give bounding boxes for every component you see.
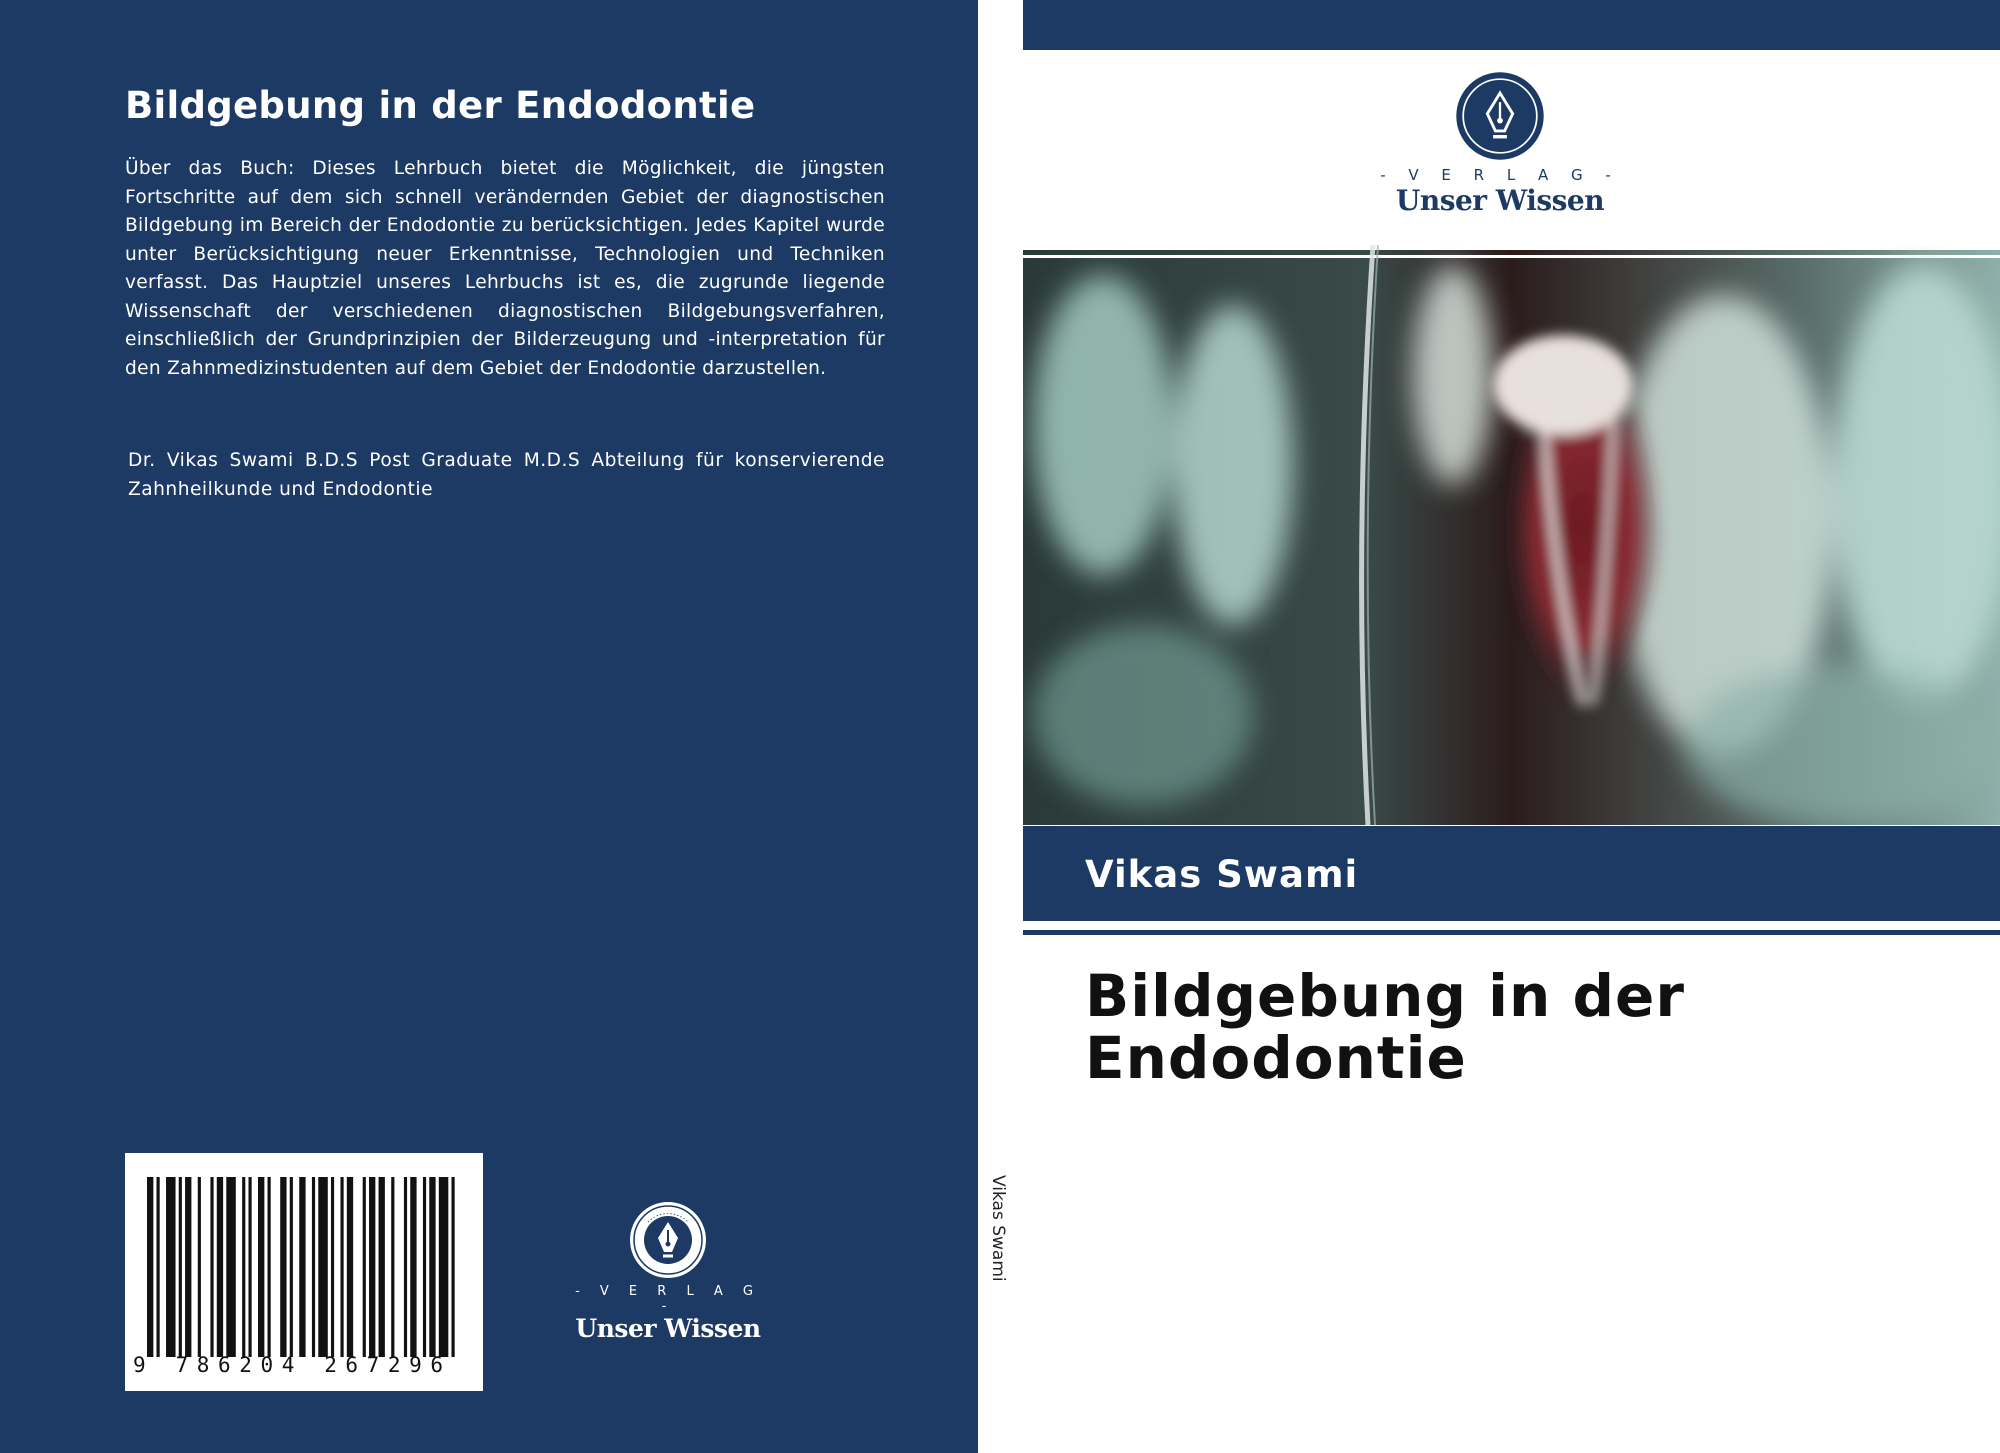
barcode-bar: [290, 1177, 293, 1357]
back-cover: [0, 0, 978, 1453]
barcode-bar: [340, 1177, 343, 1357]
barcode-bar: [242, 1177, 245, 1357]
front-publisher-logo: [1380, 70, 1620, 220]
barcode-bar: [210, 1177, 213, 1357]
back-cover-title: Bildgebung in der Endodontie: [125, 84, 756, 127]
front-top-bar: [1023, 0, 2000, 50]
barcode-bar: [404, 1177, 407, 1357]
divider: [1023, 930, 2000, 935]
barcode-bar: [347, 1177, 353, 1357]
barcode-bar: [439, 1177, 449, 1357]
barcode-bar: [369, 1177, 375, 1357]
barcode-bars: [147, 1177, 461, 1357]
barcode-bar: [423, 1177, 426, 1357]
barcode-bar: [268, 1177, 271, 1357]
dental-xray-image: [1023, 245, 2000, 825]
barcode-bar: [179, 1177, 182, 1357]
back-cover-blurb: Über das Buch: Dieses Lehrbuch bietet die Möglichkeit, die jüngsten Fortschritte auf dem sich schnell verändernden Gebiet der diagnostischen Bildgebung im Bereich der Endodontie zu berücksichtigen. Jedes Kapitel wurde unter Berücksichtigung neuer Erkenntnisse, Technologien und Techniken verfasst. Das Hauptziel unseres Lehrbuchs ist es, die zugrunde liegende Wissenschaft der verschiedenen diagnostischen Bildgebungsverfahren, einschließlich der Grundprinzipien der Bilderzeugung und -interpretation für den Zahnmedizinstudenten auf dem Gebiet der Endodontie darzustellen.: [125, 158, 885, 379]
barcode-bar: [318, 1177, 328, 1357]
barcode-bar: [217, 1177, 223, 1357]
front-logo-wordmark: Unser Wissen: [1395, 184, 1605, 217]
barcode-bar: [157, 1177, 160, 1357]
barcode-bar: [185, 1177, 191, 1357]
front-author: Vikas Swami: [1085, 853, 1359, 896]
barcode-bar: [248, 1177, 251, 1357]
spine-author: [978, 1175, 1023, 1305]
front-title: [1085, 962, 1965, 1092]
barcode-bar: [299, 1177, 305, 1357]
spine: [978, 0, 1023, 1453]
barcode-bar: [166, 1177, 176, 1357]
back-publisher-logo: [568, 1200, 768, 1343]
barcode-bar: [198, 1177, 201, 1357]
isbn-barcode: [125, 1153, 483, 1391]
barcode-bar: [379, 1177, 385, 1357]
barcode-bar: [429, 1177, 435, 1357]
fountain-pen-nib-icon: [628, 1200, 708, 1280]
front-title-line2: Endodontie: [1085, 1024, 1467, 1092]
fountain-pen-nib-icon: [1454, 70, 1546, 162]
barcode-bar: [363, 1177, 366, 1357]
barcode-bar: [451, 1177, 454, 1357]
barcode-bar: [147, 1177, 153, 1357]
author-bio: Dr. Vikas Swami B.D.S Post Graduate M.D.S Abteilung für konservierende Zahnheilkunde und Endodontie: [128, 450, 885, 500]
front-logo-verlag: - V E R L A G -: [1380, 166, 1620, 184]
barcode-bar: [258, 1177, 264, 1357]
back-logo-verlag: - V E R L A G -: [575, 1284, 761, 1314]
barcode-bar: [391, 1177, 394, 1357]
barcode-bar: [226, 1177, 236, 1357]
barcode-bar: [410, 1177, 416, 1357]
spine-author-text: Vikas Swami: [988, 1175, 1008, 1282]
front-title-line1: Bildgebung in der: [1085, 962, 1685, 1030]
barcode-bar: [312, 1177, 315, 1357]
barcode-bar: [331, 1177, 334, 1357]
barcode-digits: 9 786204 267296: [133, 1353, 452, 1377]
barcode-bar: [280, 1177, 286, 1357]
author-band: [1023, 826, 2000, 921]
back-logo-wordmark: Unser Wissen: [575, 1314, 761, 1343]
